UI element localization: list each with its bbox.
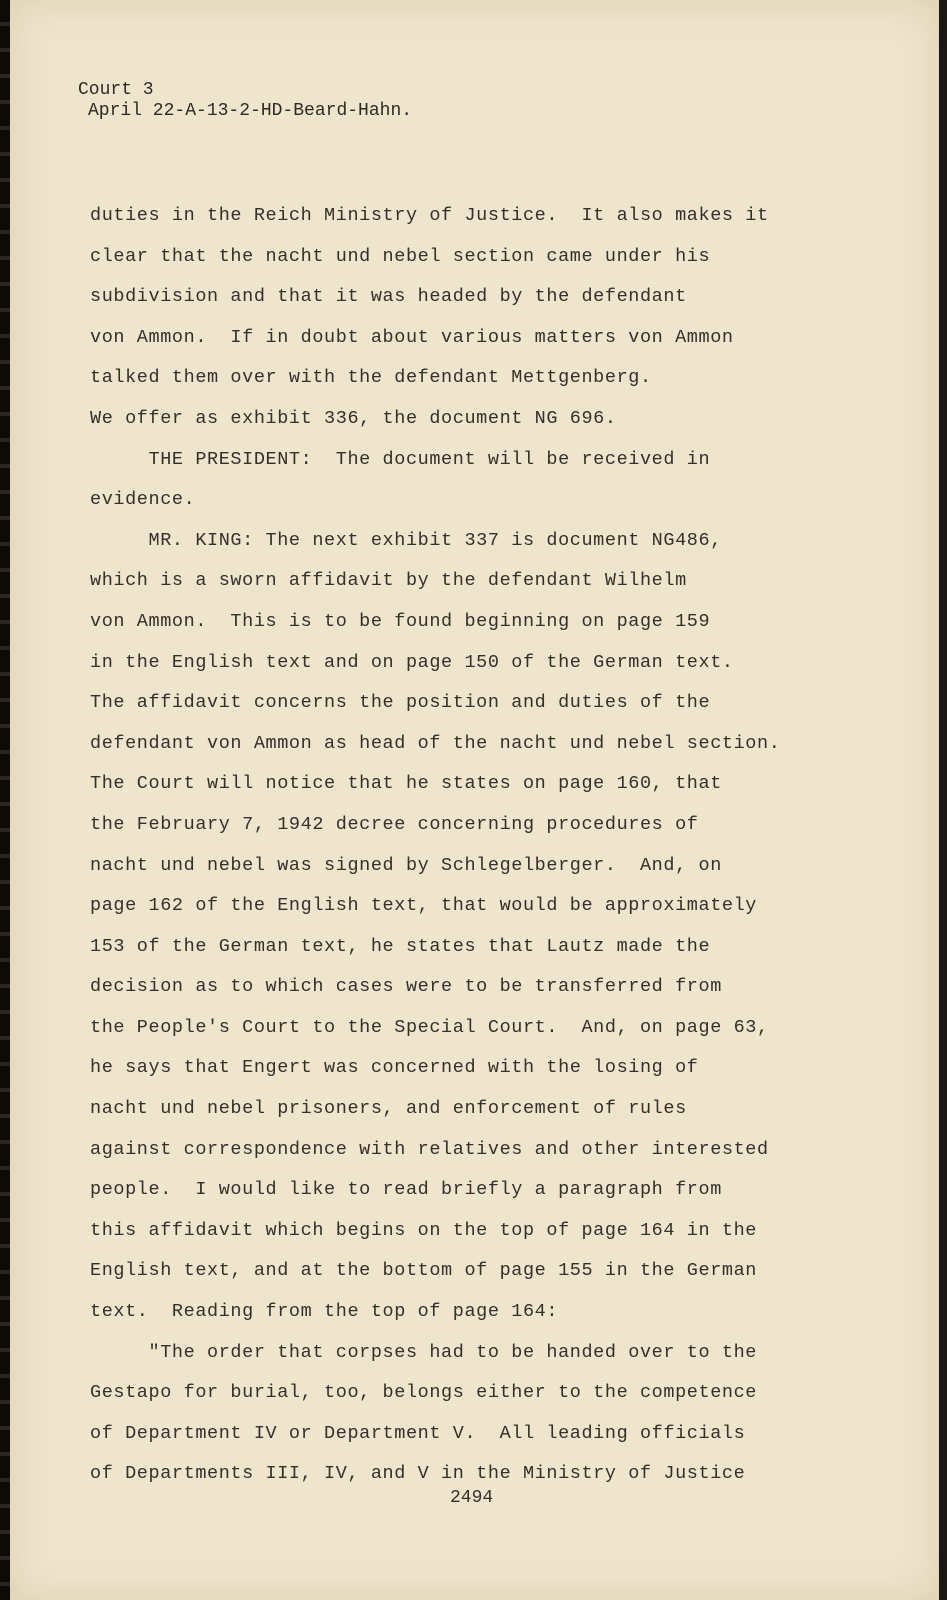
- transcript-line: in the English text and on page 150 of the German text.: [90, 651, 734, 673]
- transcript-line: text. Reading from the top of page 164:: [90, 1301, 559, 1323]
- transcript-line: subdivision and that it was headed by the defendant: [90, 286, 687, 308]
- document-page: [10, 0, 939, 1600]
- transcript-line: decision as to which cases were to be transferred from: [90, 976, 722, 998]
- transcript-line: people. I would like to read briefly a paragraph from: [90, 1179, 722, 1201]
- transcript-line: he says that Engert was concerned with the losing of: [90, 1057, 699, 1079]
- transcript-line: against correspondence with relatives and other interested: [90, 1138, 769, 1160]
- transcript-line: talked them over with the defendant Mettgenberg.: [90, 367, 652, 389]
- transcript-line: this affidavit which begins on the top of page 164 in the: [90, 1219, 758, 1241]
- transcript-line: The affidavit concerns the position and duties of the: [90, 692, 711, 714]
- transcript-line: page 162 of the English text, that would be approximately: [90, 895, 758, 917]
- transcript-line: evidence.: [90, 489, 196, 511]
- transcript-body: [90, 196, 830, 1495]
- transcript-line: We offer as exhibit 336, the document NG 696.: [90, 407, 617, 429]
- page-number: 2494: [450, 1488, 494, 1508]
- transcript-line: MR. KING: The next exhibit 337 is document NG486,: [90, 529, 722, 551]
- transcript-line: "The order that corpses had to be handed over to the: [90, 1341, 758, 1363]
- transcript-line: The Court will notice that he states on page 160, that: [90, 773, 722, 795]
- transcript-line: the People's Court to the Special Court. And, on page 63,: [90, 1016, 769, 1038]
- transcript-line: the February 7, 1942 decree concerning procedures of: [90, 813, 699, 835]
- transcript-line: defendant von Ammon as head of the nacht und nebel section.: [90, 732, 781, 754]
- transcript-reference: April 22-A-13-2-HD-Beard-Hahn.: [88, 101, 413, 121]
- transcript-line: duties in the Reich Ministry of Justice. It also makes it: [90, 205, 769, 226]
- transcript-line: nacht und nebel prisoners, and enforcement of rules: [90, 1098, 687, 1120]
- transcript-line: 153 of the German text, he states that Lautz made the: [90, 935, 711, 957]
- transcript-line: English text, and at the bottom of page 155 in the German: [90, 1260, 758, 1282]
- transcript-line: von Ammon. This is to be found beginning on page 159: [90, 610, 711, 632]
- transcript-line: nacht und nebel was signed by Schlegelberger. And, on: [90, 854, 722, 876]
- transcript-line: von Ammon. If in doubt about various matters von Ammon: [90, 326, 734, 348]
- page-header: [78, 80, 412, 122]
- transcript-line: which is a sworn affidavit by the defendant Wilhelm: [90, 570, 687, 592]
- transcript-line: clear that the nacht und nebel section came under his: [90, 245, 711, 267]
- court-label: Court 3: [78, 80, 154, 100]
- transcript-line: of Departments III, IV, and V in the Ministry of Justice: [90, 1463, 746, 1485]
- spiral-binding: [0, 0, 10, 1600]
- transcript-line: Gestapo for burial, too, belongs either to the competence: [90, 1382, 758, 1404]
- transcript-line: THE PRESIDENT: The document will be received in: [90, 448, 711, 470]
- transcript-line: of Department IV or Department V. All leading officials: [90, 1422, 746, 1444]
